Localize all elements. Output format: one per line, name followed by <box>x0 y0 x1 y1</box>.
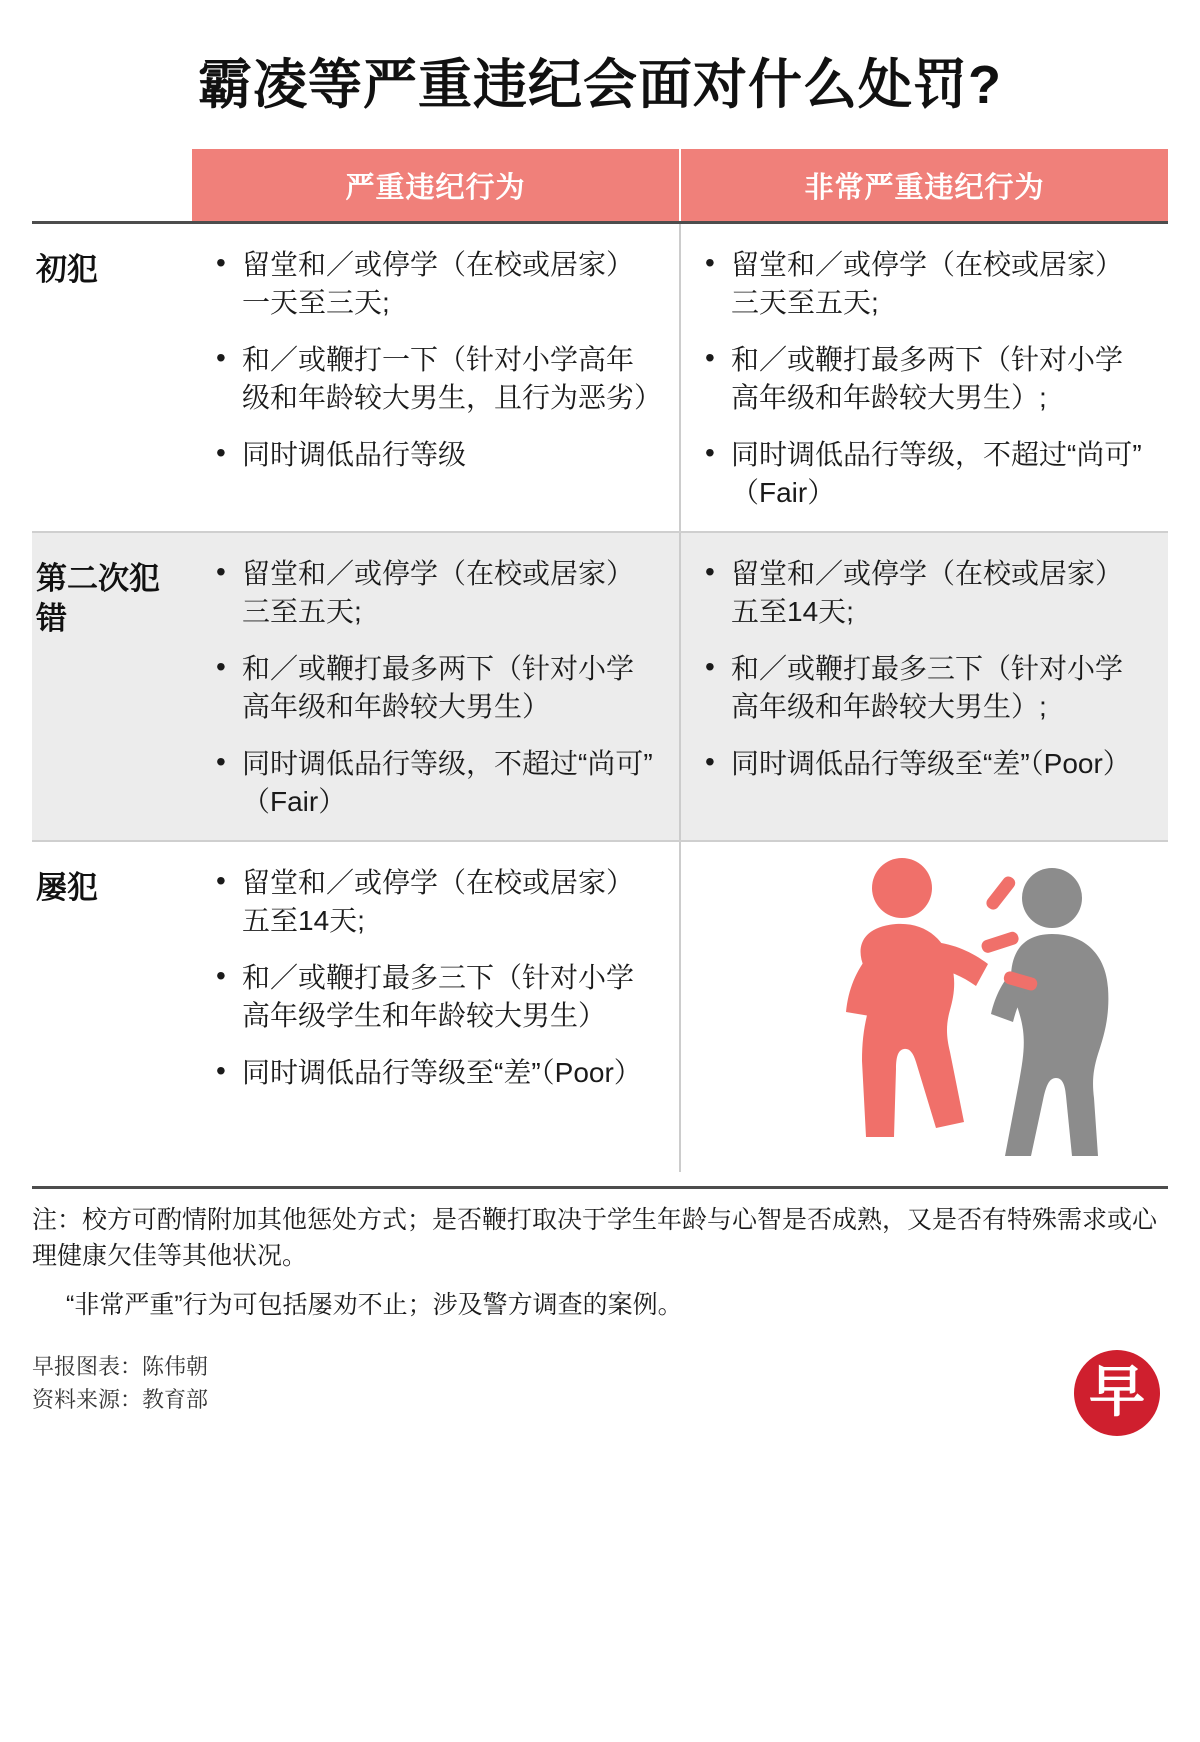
list-item: • 和／或鞭打最多两下（针对小学高年级和年龄较大男生）; <box>703 341 1148 416</box>
list-item: • 留堂和／或停学（在校或居家）三至五天; <box>214 555 659 630</box>
cell-second-offence-serious <box>192 532 680 841</box>
list-item: • 留堂和／或停学（在校或居家）三天至五天; <box>703 246 1148 321</box>
list-item: • 和／或鞭打最多两下（针对小学高年级和年龄较大男生） <box>214 650 659 725</box>
cell-second-offence-very-serious <box>680 532 1168 841</box>
infographic-page <box>0 42 1200 1742</box>
table-row <box>32 841 1168 1172</box>
cell-repeat-offence-serious <box>192 841 680 1172</box>
column-header-serious: 严重违纪行为 <box>192 149 680 223</box>
list-item: • 同时调低品行等级 <box>214 436 659 474</box>
note-secondary: “非常严重”行为可包括屡劝不止；涉及警方调查的案例。 <box>66 1291 683 1320</box>
table-row <box>32 532 1168 841</box>
source-credit: 资料来源：教育部 <box>32 1386 209 1412</box>
note-primary: 注：校方可酌情附加其他惩处方式；是否鞭打取决于学生年龄与心智是否成熟，又是否有特殊需求或心理健康欠佳等其他状况。 <box>32 1206 1158 1270</box>
zaobao-logo: 早 <box>1074 1350 1160 1436</box>
credits <box>32 1350 1168 1416</box>
list-item: • 同时调低品行等级，不超过“尚可”（Fair） <box>214 745 659 820</box>
list-item: • 留堂和／或停学（在校或居家）一天至三天; <box>214 246 659 321</box>
table-corner-cell <box>32 149 192 223</box>
list-item: • 和／或鞭打最多三下（针对小学高年级和年龄较大男生）; <box>703 650 1148 725</box>
page-title: 霸凌等严重违纪会面对什么处罚? <box>198 55 1002 115</box>
list-item: • 和／或鞭打最多三下（针对小学高年级学生和年龄较大男生） <box>214 959 659 1034</box>
cell-first-offence-serious <box>192 223 680 533</box>
footer <box>32 1350 1168 1460</box>
table-header-row <box>32 149 1168 223</box>
list-item: • 同时调低品行等级至“差”（Poor） <box>703 745 1148 783</box>
table-row <box>32 223 1168 533</box>
bullying-figures-icon <box>784 846 1144 1166</box>
row-label-second-offence: 第二次犯错 <box>32 532 192 841</box>
graphic-credit: 早报图表：陈伟朝 <box>32 1353 209 1379</box>
illustration-container <box>681 842 1168 1172</box>
list-item: • 同时调低品行等级至“差”（Poor） <box>214 1054 659 1092</box>
row-label-first-offence: 初犯 <box>32 223 192 533</box>
penalty-table <box>32 149 1168 1172</box>
list-item: • 留堂和／或停学（在校或居家）五至14天; <box>214 864 659 939</box>
row-label-repeat-offence: 屡犯 <box>36 870 98 906</box>
cell-first-offence-very-serious <box>680 223 1168 533</box>
list-item: • 同时调低品行等级，不超过“尚可”（Fair） <box>703 436 1148 511</box>
list-item: • 和／或鞭打一下（针对小学高年级和年龄较大男生，且行为恶劣） <box>214 341 659 416</box>
notes-section <box>32 1186 1168 1324</box>
column-header-very-serious: 非常严重违纪行为 <box>680 149 1168 223</box>
list-item: • 留堂和／或停学（在校或居家）五至14天; <box>703 555 1148 630</box>
cell-repeat-offence-illustration <box>680 841 1168 1172</box>
